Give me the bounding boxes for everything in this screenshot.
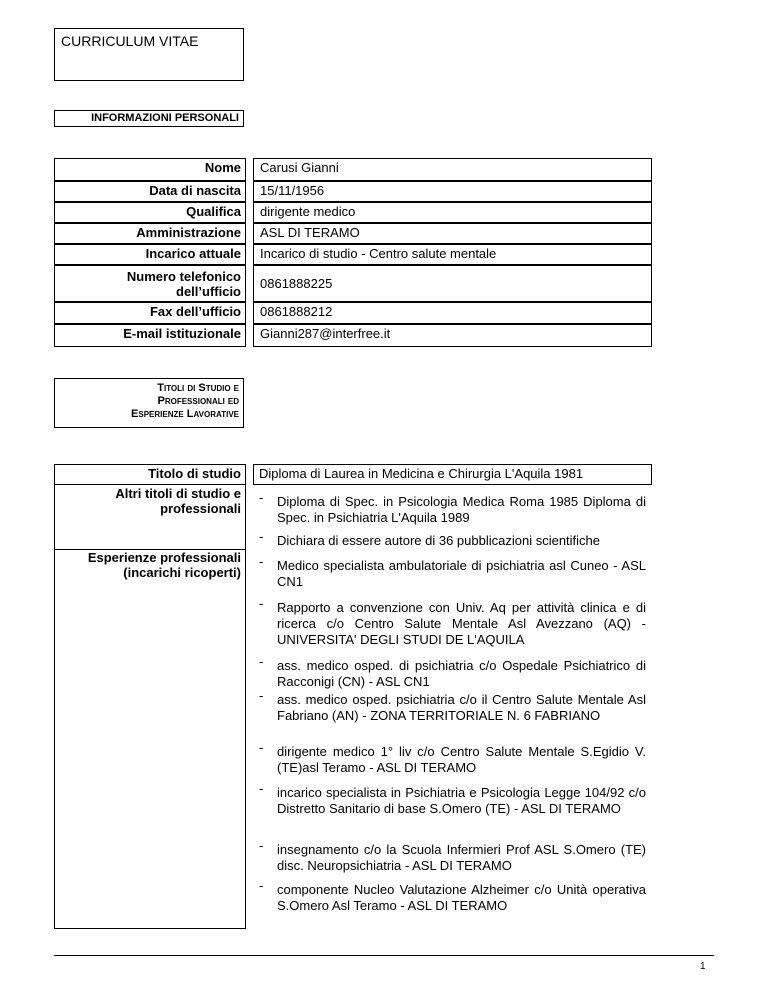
label-line: Altri titoli di studio e: [115, 486, 241, 501]
item-text: Diploma di Spec. in Psicologia Medica Roma 1985 Diploma di Spec. in Psichiatria L'Aquila 1989: [277, 494, 646, 525]
value-titolo-studio: Diploma di Laurea in Medicina e Chirurgia L'Aquila 1981: [253, 464, 652, 485]
dash-bullet: -: [259, 529, 264, 544]
list-item-esperienza-4: [253, 688, 652, 724]
item-text: dirigente medico 1° liv c/o Centro Salute Mentale S.Egidio V. (TE)asl Teramo - ASL DI TERAMO: [277, 744, 646, 775]
heading-word: ERSONALI: [182, 112, 239, 124]
item-text: insegnamento c/o la Scuola Infermieri Prof ASL S.Omero (TE) disc. Neuropsichiatria - ASL DI TERAMO: [277, 842, 646, 873]
list-item-altri-1: [253, 490, 652, 526]
dash-bullet: -: [259, 490, 264, 505]
label-nome: Nome: [54, 158, 246, 181]
label-line: professionali: [160, 501, 241, 516]
value-nome: Carusi Gianni: [253, 158, 652, 181]
cv-title-box: [54, 28, 244, 81]
label-qualifica: Qualifica: [54, 202, 246, 223]
label-esperienze: [54, 549, 246, 929]
item-text: ass. medico osped. psichiatria c/o il Centro Salute Mentale Asl Fabriano (AN) - ZONA TERRITORIALE N. 6 FABRIANO: [277, 692, 646, 723]
label-amministrazione: Amministrazione: [54, 223, 246, 244]
label-email: E-mail istituzionale: [54, 324, 246, 347]
item-text: ass. medico osped. di psichiatria c/o Ospedale Psichiatrico di Racconigi (CN) - ASL CN1: [277, 658, 646, 689]
label-line: dell’ufficio: [176, 284, 241, 299]
list-item-esperienza-8: [253, 878, 652, 914]
label-line: Numero telefonico: [126, 269, 241, 284]
heading-line: Esperienze Lavorative: [131, 408, 239, 420]
value-email: Gianni287@interfree.it: [253, 324, 652, 347]
list-item-esperienza-1: [253, 554, 652, 590]
value-amministrazione: ASL DI TERAMO: [253, 223, 652, 244]
label-numero-telefonico: [54, 265, 246, 302]
list-item-esperienza-5: [253, 740, 652, 776]
dash-bullet: -: [259, 654, 264, 669]
heading-line: Professionali ed: [157, 395, 239, 407]
heading-initial: I: [91, 112, 95, 124]
dash-bullet: -: [259, 878, 264, 893]
dash-bullet: -: [259, 688, 264, 703]
item-text: componente Nucleo Valutazione Alzheimer c/o Unità operativa S.Omero Asl Teramo - ASL DI TERAMO: [277, 882, 646, 913]
heading-word: NFORMAZIONI: [94, 112, 172, 124]
label-line: Esperienze professionali: [87, 550, 241, 565]
value-incarico-attuale: Incarico di studio - Centro salute mentale: [253, 244, 652, 265]
item-text: Rapporto a convenzione con Univ. Aq per attività clinica e di ricerca c/o Centro Salute Mentale Asl Avezzano (AQ) - UNIVERSITA' DEGLI STUDI DE L'AQUILA: [277, 600, 646, 647]
section-heading-personal-info: [54, 110, 244, 127]
label-line: (incarichi ricoperti): [123, 565, 241, 580]
item-text: incarico specialista in Psichiatria e Psicologia Legge 104/92 c/o Distretto Sanitario di base S.Omero (TE) - ASL DI TERAMO: [277, 785, 646, 816]
label-fax: Fax dell’ufficio: [54, 302, 246, 324]
item-text: Dichiara di essere autore di 36 pubblicazioni scientifiche: [277, 533, 601, 548]
list-item-esperienza-6: [253, 781, 652, 817]
value-fax: 0861888212: [253, 302, 652, 324]
label-incarico-attuale: Incarico attuale: [54, 244, 246, 265]
label-data-nascita: Data di nascita: [54, 181, 246, 202]
item-text: Medico specialista ambulatoriale di psichiatria asl Cuneo - ASL CN1: [277, 558, 646, 589]
value-numero-telefonico: 0861888225: [253, 265, 652, 302]
list-item-esperienza-3: [253, 654, 652, 690]
value-qualifica: dirigente medico: [253, 202, 652, 223]
label-titolo-studio: Titolo di studio: [54, 464, 246, 485]
label-altri-titoli: [54, 485, 246, 549]
page-number: 1: [700, 961, 706, 972]
footer-rule: [54, 955, 714, 956]
value-data-nascita: 15/11/1956: [253, 181, 652, 202]
heading-initial: P: [174, 112, 183, 124]
cv-title: CURRICULUM VITAE: [61, 33, 199, 49]
dash-bullet: -: [259, 740, 264, 755]
section-heading-titoli-esperienze: [54, 378, 244, 428]
dash-bullet: -: [259, 596, 264, 611]
dash-bullet: -: [259, 554, 264, 569]
list-item-esperienza-7: [253, 838, 652, 874]
dash-bullet: -: [259, 781, 264, 796]
list-item-esperienza-2: [253, 596, 652, 648]
dash-bullet: -: [259, 838, 264, 853]
heading-line: Titoli di Studio e: [157, 382, 239, 394]
list-item-altri-2: [253, 529, 652, 549]
